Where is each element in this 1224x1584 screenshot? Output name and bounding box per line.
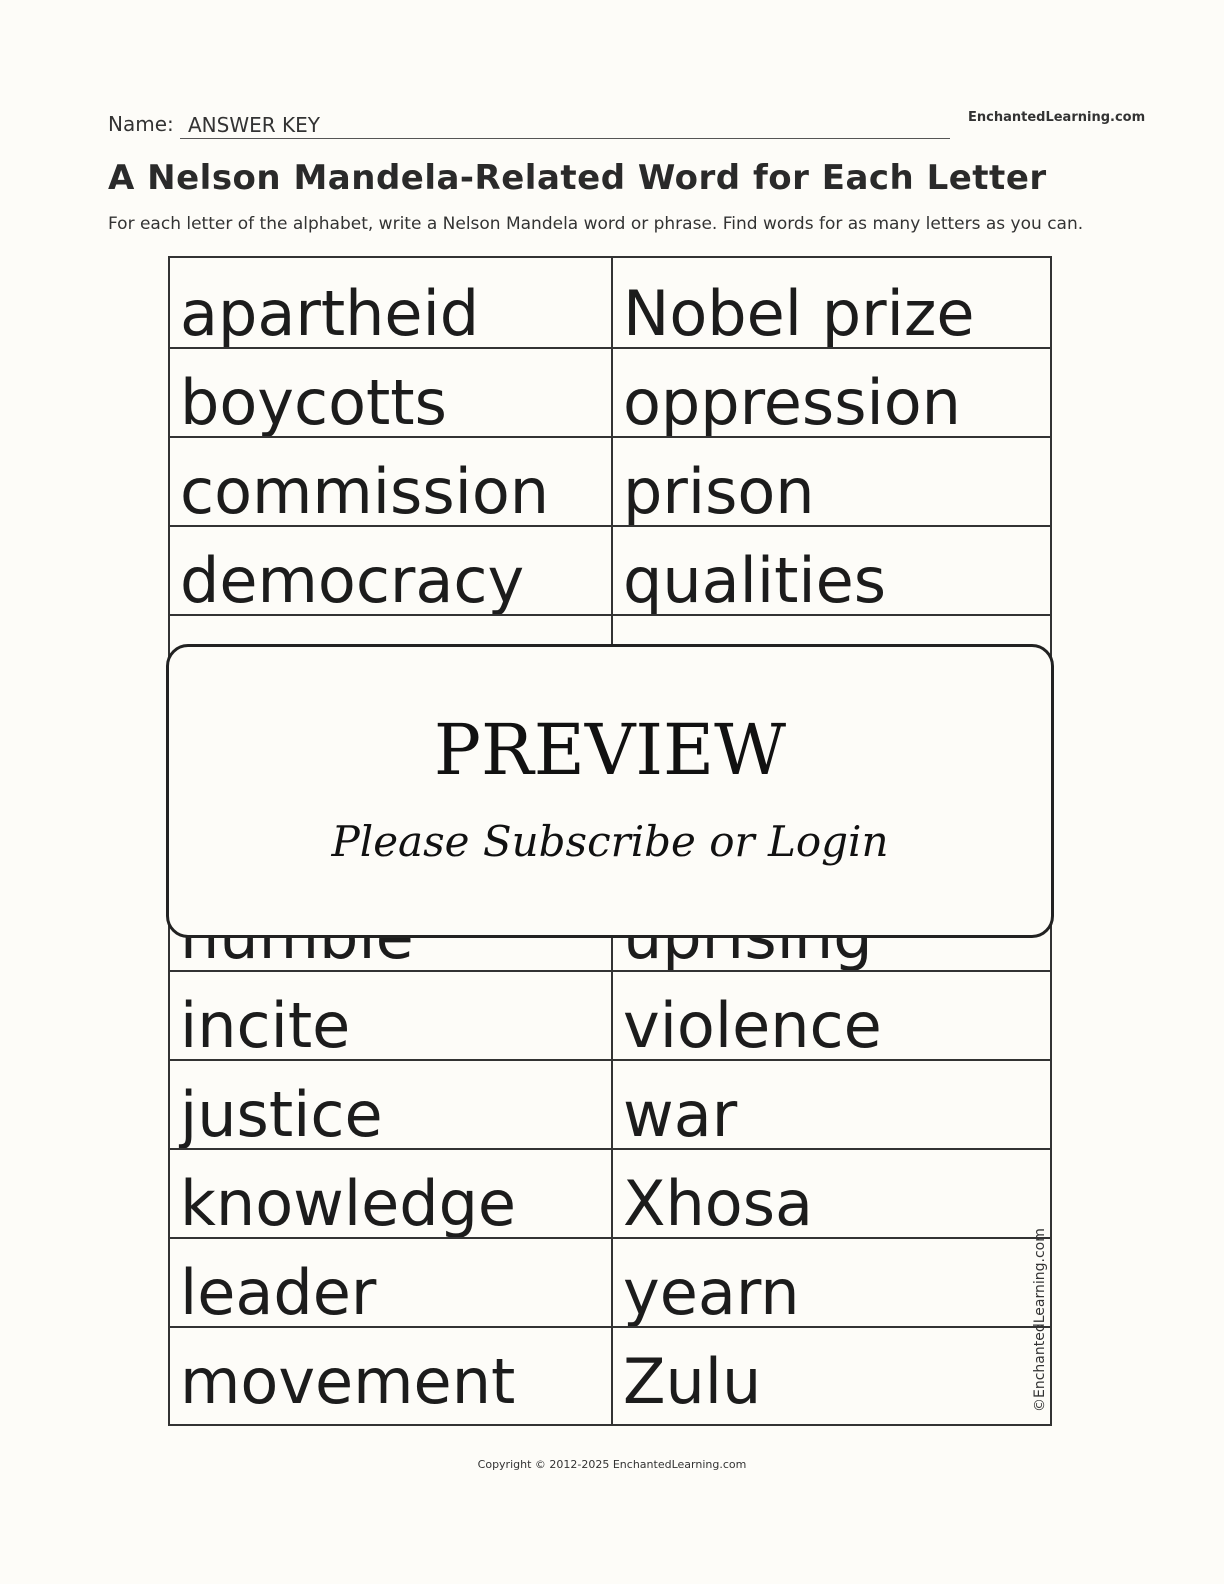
grid-word: commission [180,455,550,525]
grid-cell [613,1237,1052,1326]
grid-word: leader [180,1256,377,1326]
grid-word: war [623,1078,738,1148]
grid-cell [613,1148,1052,1237]
brand-logo-text: EnchantedLearning.com [968,110,1146,125]
grid-word: justice [180,1078,383,1148]
worksheet-title: A Nelson Mandela-Related Word for Each Letter [108,158,1047,198]
preview-overlay[interactable] [166,644,1054,938]
grid-cell [613,525,1052,614]
grid-cell [170,347,609,436]
name-row [108,108,950,142]
grid-cell [613,436,1052,525]
grid-word: boycotts [180,366,447,436]
grid-word: violence [623,989,882,1059]
name-label: Name: [108,112,174,136]
grid-cell [613,970,1052,1059]
grid-word: Nobel prize [623,277,975,347]
grid-word: knowledge [180,1167,517,1237]
grid-word: oppression [623,366,961,436]
grid-cell [613,1326,1052,1415]
worksheet-instructions: For each letter of the alphabet, write a Nelson Mandela word or phrase. Find words for as many letters as you can. [108,214,1084,234]
vertical-credit: ©EnchantedLearning.com [1032,1228,1048,1412]
grid-cell [613,347,1052,436]
grid-cell [170,970,609,1059]
grid-word: prison [623,455,815,525]
grid-word: incite [180,989,351,1059]
grid-cell [170,1059,609,1148]
grid-cell [170,436,609,525]
preview-title: PREVIEW [433,709,787,791]
grid-cell [613,258,1052,347]
grid-cell [613,1059,1052,1148]
copyright-footer: Copyright © 2012-2025 EnchantedLearning.com [477,1458,747,1471]
grid-cell [170,1237,609,1326]
preview-subscribe-login-link[interactable]: Please Subscribe or Login [331,817,889,866]
name-underline [180,138,950,139]
grid-word: movement [180,1345,516,1415]
grid-cell [170,1326,609,1415]
name-value: ANSWER KEY [188,113,320,137]
grid-word: Zulu [623,1345,762,1415]
grid-word: Xhosa [623,1167,813,1237]
grid-word: apartheid [180,277,480,347]
grid-cell [170,525,609,614]
grid-cell [170,1148,609,1237]
grid-cell [170,258,609,347]
grid-word: yearn [623,1256,800,1326]
grid-word: qualities [623,544,887,614]
grid-word: democracy [180,544,525,614]
